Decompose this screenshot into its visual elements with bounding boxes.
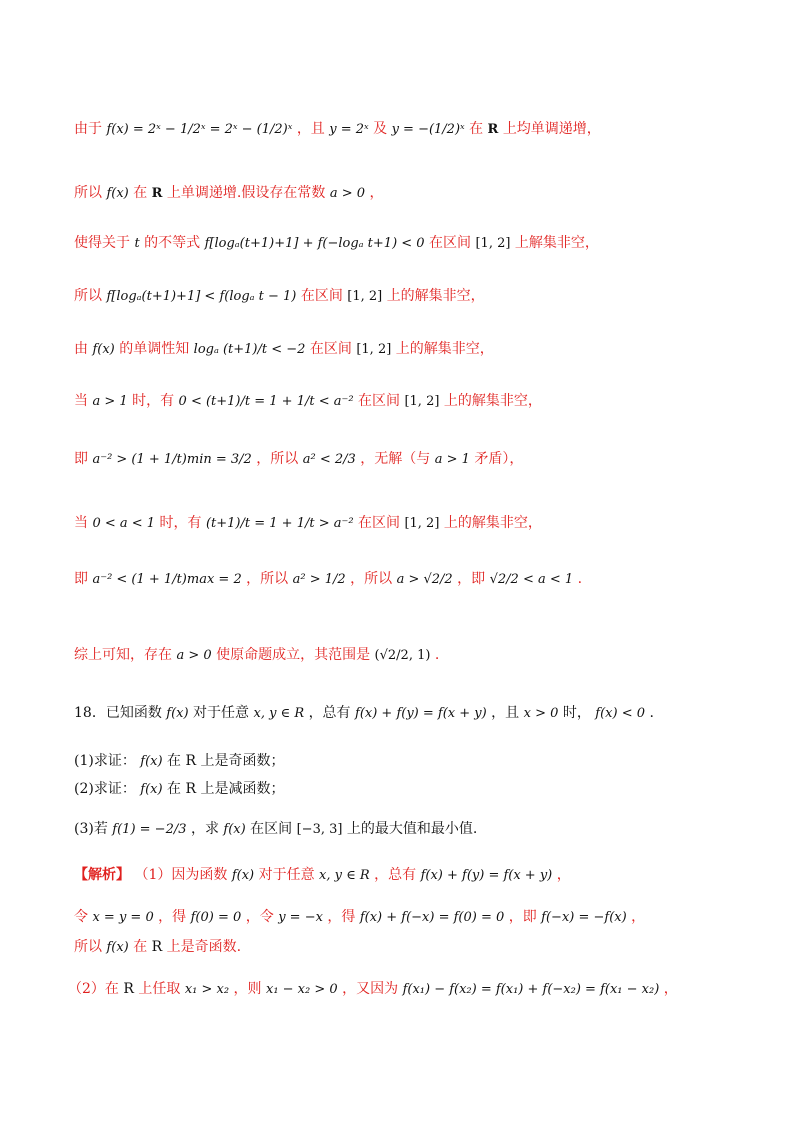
math: f(−x) = −f(x) (541, 910, 627, 925)
math: y = 2ˣ (329, 122, 369, 137)
text: 时，有 (159, 515, 202, 531)
text: 上的解集非空， (395, 341, 494, 357)
math: f(x) (231, 868, 255, 883)
text: ，则 (233, 981, 262, 997)
text: 对于任意 (193, 705, 250, 721)
text: （1）因为函数 (134, 867, 228, 883)
math: a² < 2/3 (302, 452, 356, 467)
math: [−3, 3] (296, 822, 343, 837)
math: R (151, 939, 163, 955)
text: ， (663, 981, 678, 997)
q18-part2 (74, 778, 285, 798)
text: 上任取 (138, 981, 181, 997)
text: 使原命题成立，其范围是 (216, 647, 371, 663)
text: 使得关于 (74, 235, 130, 251)
text: 上是奇函数； (200, 753, 285, 769)
text: 在 (469, 121, 484, 137)
math: f(x) + f(y) = f(x + y) (355, 706, 487, 721)
line-6 (74, 390, 542, 410)
math: R (151, 186, 163, 201)
text: . (577, 571, 583, 587)
text: 时， (562, 705, 591, 721)
math: x > 0 (523, 706, 559, 721)
text: ，所以 (350, 571, 393, 587)
math: f(x) + f(y) = f(x + y) (420, 868, 553, 883)
line-9 (74, 568, 582, 588)
math: R (185, 781, 197, 797)
math: x₁ − x₂ > 0 (265, 982, 338, 997)
math: (t+1)/t = 1 + 1/t > a⁻² (205, 516, 354, 531)
sol-line-3 (74, 936, 241, 956)
math: [1, 2] (347, 289, 383, 304)
text: (2)求证： (74, 781, 136, 797)
math: f(0) = 0 (190, 910, 242, 925)
text: (1)求证： (74, 753, 136, 769)
line-10 (74, 644, 439, 664)
line-1 (74, 118, 601, 138)
text: ，即 (457, 571, 486, 587)
text: 的单调性知 (119, 341, 190, 357)
text: 的不等式 (144, 235, 201, 251)
text: 在区间 (429, 235, 472, 251)
math: f(x) < 0 (595, 706, 646, 721)
math: a > √2/2 (396, 572, 453, 587)
text: 由于 (74, 121, 102, 137)
text: 当 (74, 515, 88, 531)
sol-line-1 (74, 864, 571, 884)
text: 上单调递增.假设存在常数 (166, 185, 326, 201)
text: ，且 (491, 705, 520, 721)
text: 即 (74, 571, 88, 587)
text: ，又因为 (342, 981, 399, 997)
text: 上均单调递增， (502, 121, 601, 137)
math: f[logₐ(t+1)+1] + f(−logₐ t+1) < 0 (204, 236, 425, 251)
sol-line-4 (68, 978, 678, 998)
text: 上是奇函数. (166, 939, 242, 955)
text: ，求 (190, 821, 219, 837)
text: 所以 (74, 939, 102, 955)
math: f(x) (106, 186, 129, 201)
text: 在区间 (358, 393, 401, 409)
text: 上的最大值和最小值. (346, 821, 478, 837)
math: t (134, 236, 140, 251)
math: a⁻² > (1 + 1/t)min = 3/2 (92, 452, 252, 467)
text: ，令 (245, 909, 274, 925)
text: 综上可知，存在 (74, 647, 172, 663)
math: f(x) (140, 754, 163, 769)
math: (√2/2, 1) (374, 648, 431, 663)
text: ，即 (508, 909, 537, 925)
text: 在 (167, 781, 182, 797)
text: 即 (74, 451, 88, 467)
solution-tag: 【解析】 (74, 867, 130, 883)
math: R (185, 753, 197, 769)
math: R (487, 122, 499, 137)
math: [1, 2] (356, 342, 392, 357)
math: a² > 1/2 (292, 572, 346, 587)
text: 及 (373, 121, 388, 137)
line-8 (74, 512, 542, 532)
math: 0 < a < 1 (92, 516, 156, 531)
math: a > 1 (434, 452, 470, 467)
text: (3)若 (74, 821, 108, 837)
math: f(x) (223, 822, 246, 837)
text: 18．已知函数 (74, 705, 162, 721)
text: ，无解（与 (360, 451, 431, 467)
text: 在 (167, 753, 182, 769)
text: ， (631, 909, 646, 925)
sol-line-2 (74, 906, 645, 926)
text: 对于任意 (258, 867, 315, 883)
text: ，总有 (374, 867, 417, 883)
math: f(x) (166, 706, 189, 721)
text: ，得 (327, 909, 356, 925)
text: 在区间 (358, 515, 400, 531)
text: 上解集非空， (514, 235, 599, 251)
text: . (649, 705, 654, 721)
math: x, y ∈ R (319, 868, 370, 883)
text: 时，有 (132, 393, 175, 409)
math: x₁ > x₂ (184, 982, 230, 997)
text: 上的解集非空， (386, 288, 485, 304)
line-7 (74, 448, 523, 468)
math: [1, 2] (404, 394, 440, 409)
text: ，总有 (308, 705, 351, 721)
math: f[logₐ(t+1)+1] < f(logₐ t − 1) (106, 289, 297, 304)
text: ，所以 (256, 451, 299, 467)
q18-part1 (74, 750, 285, 770)
text: 由 (74, 341, 88, 357)
text: ， (556, 867, 571, 883)
math: a > 0 (176, 648, 212, 663)
text: 在 (133, 185, 148, 201)
text: 所以 (74, 185, 102, 201)
math: logₐ (t+1)/t < −2 (193, 342, 306, 357)
text: 上的解集非空， (443, 515, 542, 531)
math: x = y = 0 (92, 910, 154, 925)
math: f(x₁) − f(x₂) = f(x₁) + f(−x₂) = f(x₁ − x₂) (402, 982, 660, 997)
text: 当 (74, 393, 88, 409)
math: y = −x (278, 910, 323, 925)
text: 在区间 (309, 341, 352, 357)
math: f(1) = −2/3 (112, 822, 187, 837)
math: a > 0 (329, 186, 366, 201)
math: f(x) (92, 342, 115, 357)
math: a⁻² < (1 + 1/t)max = 2 (92, 572, 242, 587)
q18-line (74, 702, 654, 722)
text: ， (369, 185, 384, 201)
math: f(x) (140, 782, 163, 797)
text: 在区间 (300, 288, 343, 304)
math: R (123, 981, 134, 997)
text: ，且 (296, 121, 325, 137)
math: a > 1 (92, 394, 128, 409)
math: f(x) (106, 940, 129, 955)
line-4 (74, 285, 485, 305)
text: 上的解集非空， (443, 393, 542, 409)
text: （2）在 (68, 981, 119, 997)
text: . (434, 647, 440, 663)
text: 上是减函数； (200, 781, 285, 797)
text: 在 (133, 939, 148, 955)
text: 在区间 (250, 821, 293, 837)
line-5 (74, 338, 494, 358)
math: 0 < (t+1)/t = 1 + 1/t < a⁻² (178, 394, 354, 409)
line-3 (74, 232, 599, 252)
math: f(x) + f(−x) = f(0) = 0 (359, 910, 505, 925)
math: f(x) = 2ˣ − 1/2ˣ = 2ˣ − (1/2)ˣ (106, 122, 293, 137)
math: [1, 2] (475, 236, 511, 251)
q18-part3 (74, 818, 477, 838)
text: ，得 (158, 909, 187, 925)
math: y = −(1/2)ˣ (391, 122, 465, 137)
text: ，所以 (246, 571, 289, 587)
text: 令 (74, 909, 88, 925)
text: 所以 (74, 288, 102, 304)
math: √2/2 < a < 1 (489, 572, 574, 587)
math: [1, 2] (404, 516, 440, 531)
text: 矛盾）， (474, 451, 524, 467)
math: x, y ∈ R (253, 706, 305, 721)
line-2 (74, 182, 383, 202)
